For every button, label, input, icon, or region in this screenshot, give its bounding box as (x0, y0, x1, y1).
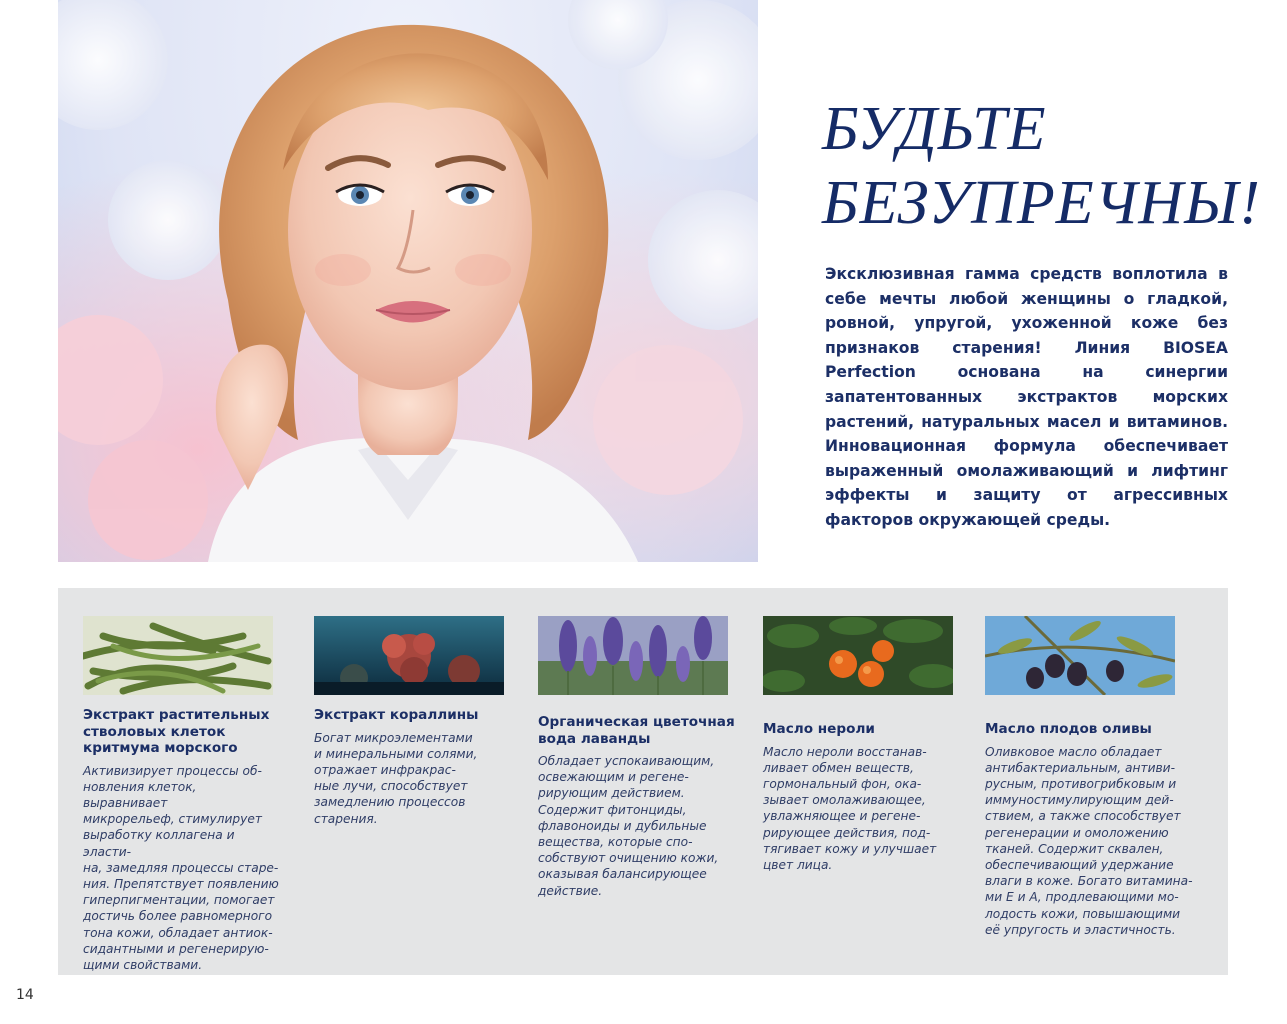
woman-portrait-illustration (58, 0, 758, 562)
bitter-orange-tree-photo (763, 616, 953, 695)
page-headline (822, 92, 1262, 240)
ingredient-card-neroli (763, 616, 968, 873)
ingredient-title: Масло нероли (763, 721, 875, 737)
ingredient-description: Обладает успокаивающим, освежающим и регене- рирующим действием. Содержит фитонциды, флавоноиды и дубильные вещества, которые спо- собствуют очищению кожи, оказывая балансирующее действие. (538, 754, 719, 898)
page-number: 14 (16, 987, 34, 1003)
ingredients-panel (58, 588, 1228, 975)
lavender-flowers-photo (538, 616, 728, 695)
ingredient-description: Оливковое масло обладает антибактериальным, антиви- русным, противогрибковым и иммуностимулирующим дей- ствием, а также способствует регенерации и омоложению тканей. Содержит сквален, обеспечивающий удержание влаги в коже. Богато витамина- ми Е и А, продлевающими мо- лодость кожи, повышающими её упругость и эластичность. (985, 744, 1193, 937)
samphire-sprigs-photo (83, 616, 273, 695)
ingredient-description: Масло нероли восстанав- ливает обмен веществ, гормональный фон, ока- зывает омолаживающее, увлажняющее и регене- рирующее действия, под- тягивает кожу и улучшает цвет лица. (763, 744, 937, 872)
hero-photo (58, 0, 758, 562)
ingredient-title: Органическая цветочная вода лаванды (538, 714, 735, 747)
ingredient-title: Экстракт растительных стволовых клеток критмума морского (83, 707, 270, 756)
ingredient-title: Экстракт кораллины (314, 707, 479, 723)
headline-line-2: БЕЗУПРЕЧНЫ! (822, 169, 1261, 237)
intro-paragraph: Эксклюзивная гамма средств воплотила в себе мечты любой женщины о гладкой, ровной, упругой, ухоженной коже без признаков старения! Линия BIOSEA Perfection основана на синергии запатентованных экстрактов морских растений, натуральных масел и витаминов. Инновационная формула обеспечивает выраженный омолаживающий и лифтинг эффекты и защиту от агрессивных факторов окружающей среды. (825, 265, 1228, 529)
olive-branch-photo (985, 616, 1175, 695)
ingredient-card-samphire (83, 616, 283, 973)
red-coral-underwater-photo (314, 616, 504, 695)
ingredient-description: Активизирует процессы об- новления клеток, выравнивает микрорельеф, стимулирует выработку коллагена и эласти- на, замедляя процессы старе- ния. Препятствует появлению гиперпигментации, помогает достичь более равномерного тона кожи, обладает антиок- сидантными и регенерирую- щими свойствами. (83, 763, 279, 972)
ingredient-card-coralline (314, 616, 514, 827)
ingredient-description: Богат микроэлементами и минеральными солями, отражает инфракрас- ные лучи, способствует замедлению процессов старения. (314, 730, 478, 826)
ingredient-card-olive (985, 616, 1200, 938)
ingredient-card-lavender (538, 616, 748, 899)
headline-line-1: БУДЬТЕ (822, 95, 1047, 163)
ingredient-title: Масло плодов оливы (985, 721, 1152, 737)
